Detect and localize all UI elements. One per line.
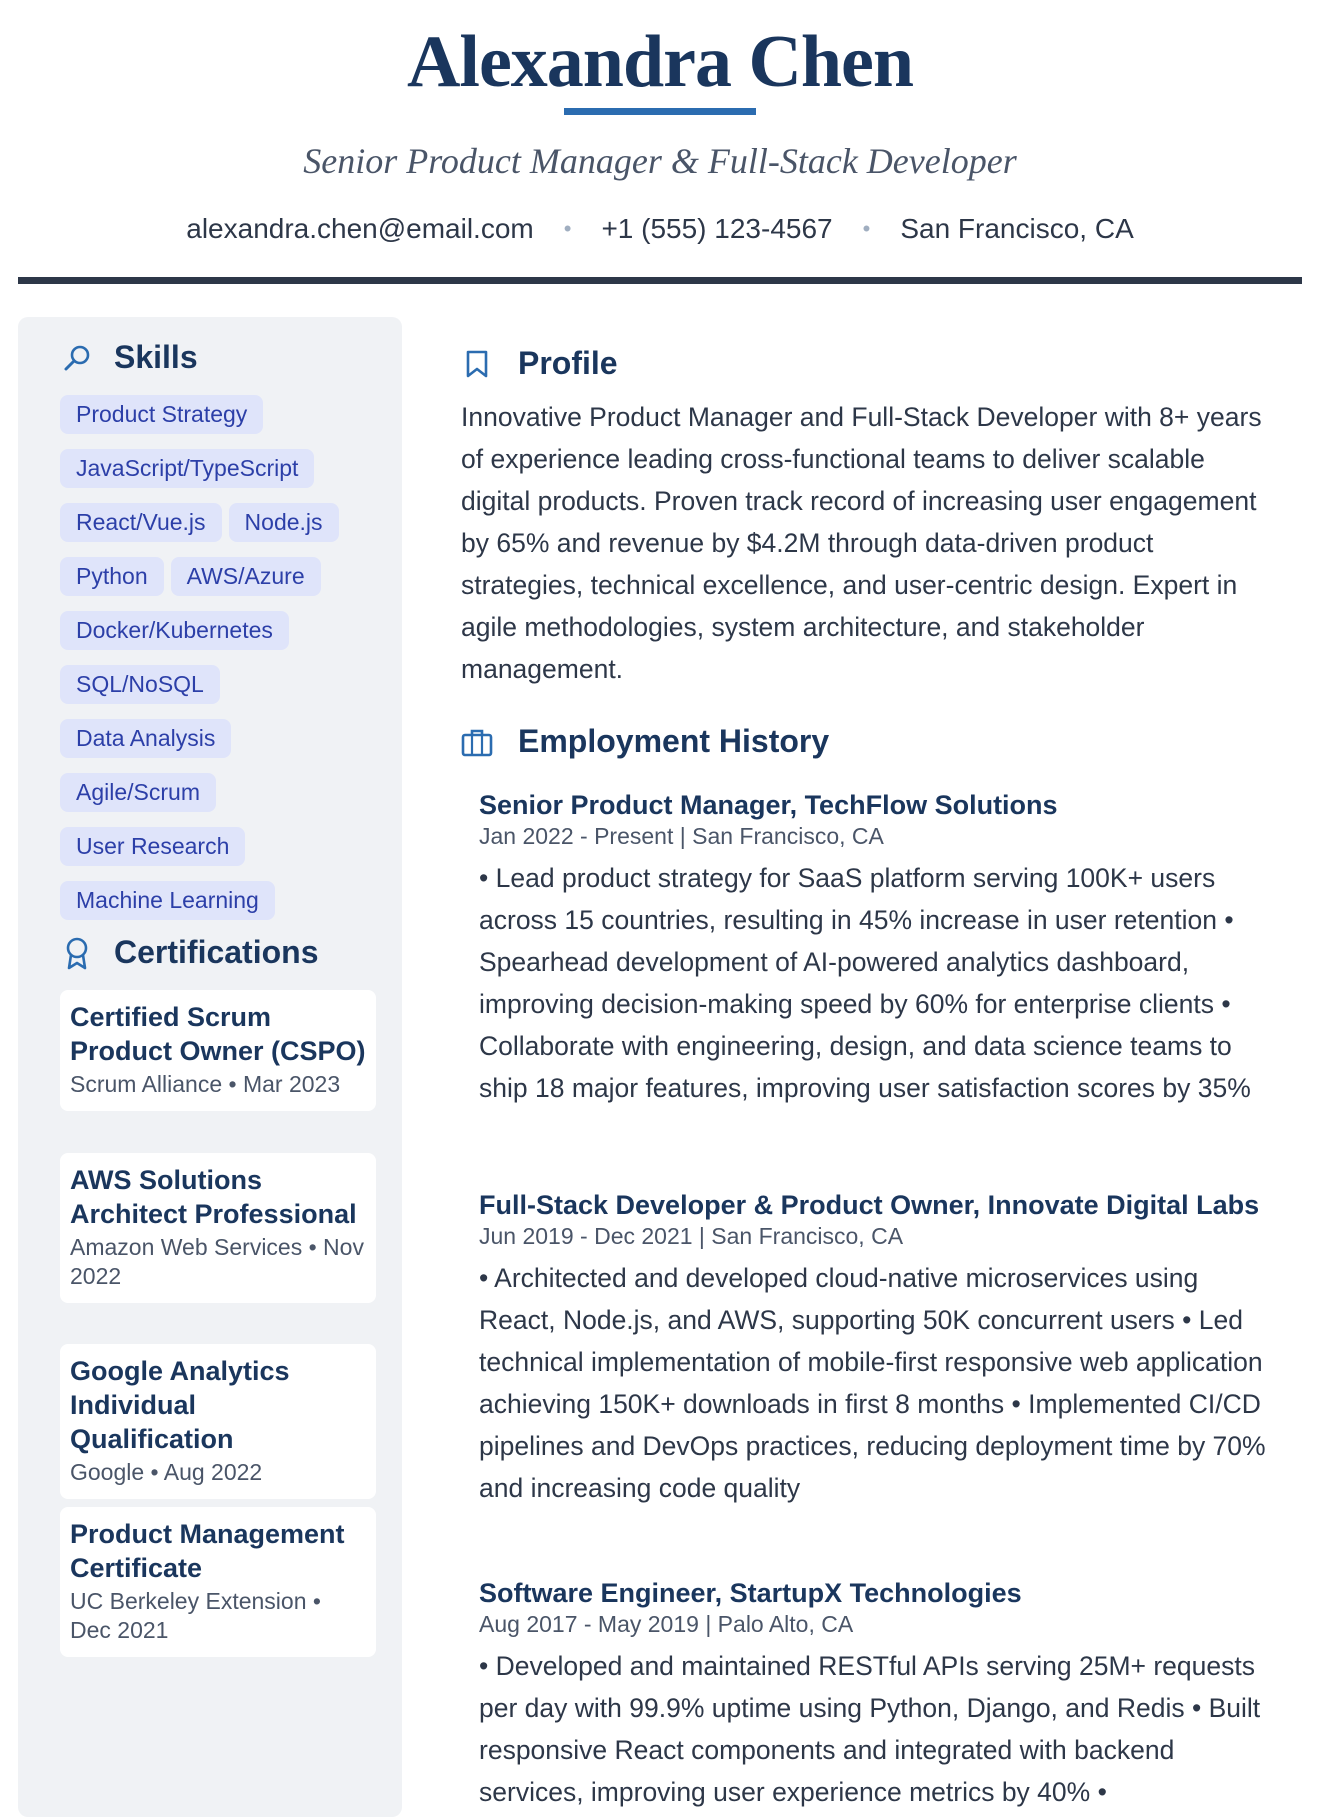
contact-email[interactable]: alexandra.chen@email.com <box>186 213 534 244</box>
job-meta: Jun 2019 - Dec 2021 | San Francisco, CA <box>479 1223 904 1249</box>
certification-meta: Google • Aug 2022 <box>70 1459 263 1485</box>
briefcase-icon <box>460 725 494 759</box>
job-entry <box>479 790 1279 1109</box>
candidate-name: Alexandra Chen <box>406 21 914 103</box>
skill-chip: Node.js <box>229 503 339 542</box>
employment-heading <box>460 723 829 760</box>
profile-title: Profile <box>518 345 618 381</box>
skill-chip: Docker/Kubernetes <box>60 611 289 650</box>
skills-list <box>60 395 360 935</box>
bookmark-icon <box>460 347 494 381</box>
certification-card <box>60 1344 376 1499</box>
certifications-heading <box>60 934 318 971</box>
header-divider <box>18 277 1302 284</box>
skill-chip: AWS/Azure <box>171 557 321 596</box>
job-entry <box>479 1578 1279 1813</box>
certification-card <box>60 1507 376 1657</box>
resume-header <box>0 0 1320 286</box>
job-subtitle: Senior Product Manager & Full-Stack Developer <box>303 141 1017 181</box>
certification-card <box>60 990 376 1111</box>
job-entry <box>479 1190 1279 1509</box>
profile-summary: Innovative Product Manager and Full-Stack Developer with 8+ years of experience leading cross-functional teams to deliver scalable digital products. Proven track record of increasing user engagement by 65% and revenue by $4.2M through data-driven product strategies, technical excellence, and user-centric design. Expert in agile methodologies, system architecture, and stakeholder management. <box>461 402 1262 684</box>
certification-meta: UC Berkeley Extension • Dec 2021 <box>70 1588 321 1643</box>
job-title: Software Engineer, StartupX Technologies <box>479 1578 1022 1608</box>
contact-line <box>0 212 1320 246</box>
job-description: • Lead product strategy for SaaS platform serving 100K+ users across 15 countries, resulting in 45% increase in user retention • Spearhead development of AI-powered analytics dashboard, improving decision-making speed by 60% for enterprise clients • Collaborate with engineering, design, and data science teams to ship 18 major features, improving user satisfaction scores by 35% <box>479 863 1251 1103</box>
skill-chip: Agile/Scrum <box>60 773 216 812</box>
job-meta: Jan 2022 - Present | San Francisco, CA <box>479 823 884 849</box>
job-description: • Architected and developed cloud-native microservices using React, Node.js, and AWS, supporting 50K concurrent users • Led technical implementation of mobile-first responsive web application achieving 150K+ downloads in first 8 months • Implemented CI/CD pipelines and DevOps practices, reducing deployment time by 70% and increasing code quality <box>479 1263 1266 1503</box>
job-title: Senior Product Manager, TechFlow Solutions <box>479 790 1058 820</box>
skill-chip: SQL/NoSQL <box>60 665 220 704</box>
skill-chip: React/Vue.js <box>60 503 222 542</box>
award-ribbon-icon <box>60 936 94 970</box>
skill-chip: Data Analysis <box>60 719 231 758</box>
certification-meta: Amazon Web Services • Nov 2022 <box>70 1234 364 1289</box>
skill-chip: Machine Learning <box>60 881 275 920</box>
contact-separator: • <box>862 216 871 241</box>
certification-card <box>60 1153 376 1303</box>
sidebar <box>18 317 402 1817</box>
skills-title: Skills <box>114 339 198 375</box>
employment-title: Employment History <box>518 723 830 759</box>
contact-location: San Francisco, CA <box>900 213 1134 244</box>
certification-title: Product Management Certificate <box>70 1519 345 1583</box>
skills-heading <box>60 339 198 376</box>
job-description: • Developed and maintained RESTful APIs serving 25M+ requests per day with 99.9% uptime using Python, Django, and Redis • Built responsive React components and integrated with backend services, improving user experience metrics by 40% • <box>479 1651 1261 1807</box>
contact-phone[interactable]: +1 (555) 123-4567 <box>601 213 833 244</box>
certification-title: Certified Scrum Product Owner (CSPO) <box>70 1002 366 1066</box>
certification-meta: Scrum Alliance • Mar 2023 <box>70 1071 341 1097</box>
magnifier-icon <box>60 341 94 375</box>
skill-chip: Python <box>60 557 164 596</box>
certification-title: Google Analytics Individual Qualification <box>70 1356 290 1454</box>
name-underline <box>564 108 756 115</box>
skill-chip: JavaScript/TypeScript <box>60 449 314 488</box>
certifications-title: Certifications <box>114 934 319 970</box>
job-meta: Aug 2017 - May 2019 | Palo Alto, CA <box>479 1611 854 1637</box>
skill-chip: Product Strategy <box>60 395 263 434</box>
job-title: Full-Stack Developer & Product Owner, Innovate Digital Labs <box>479 1190 1260 1220</box>
certification-title: AWS Solutions Architect Professional <box>70 1165 357 1229</box>
contact-separator: • <box>563 216 572 241</box>
profile-heading <box>460 345 618 382</box>
skill-chip: User Research <box>60 827 245 866</box>
